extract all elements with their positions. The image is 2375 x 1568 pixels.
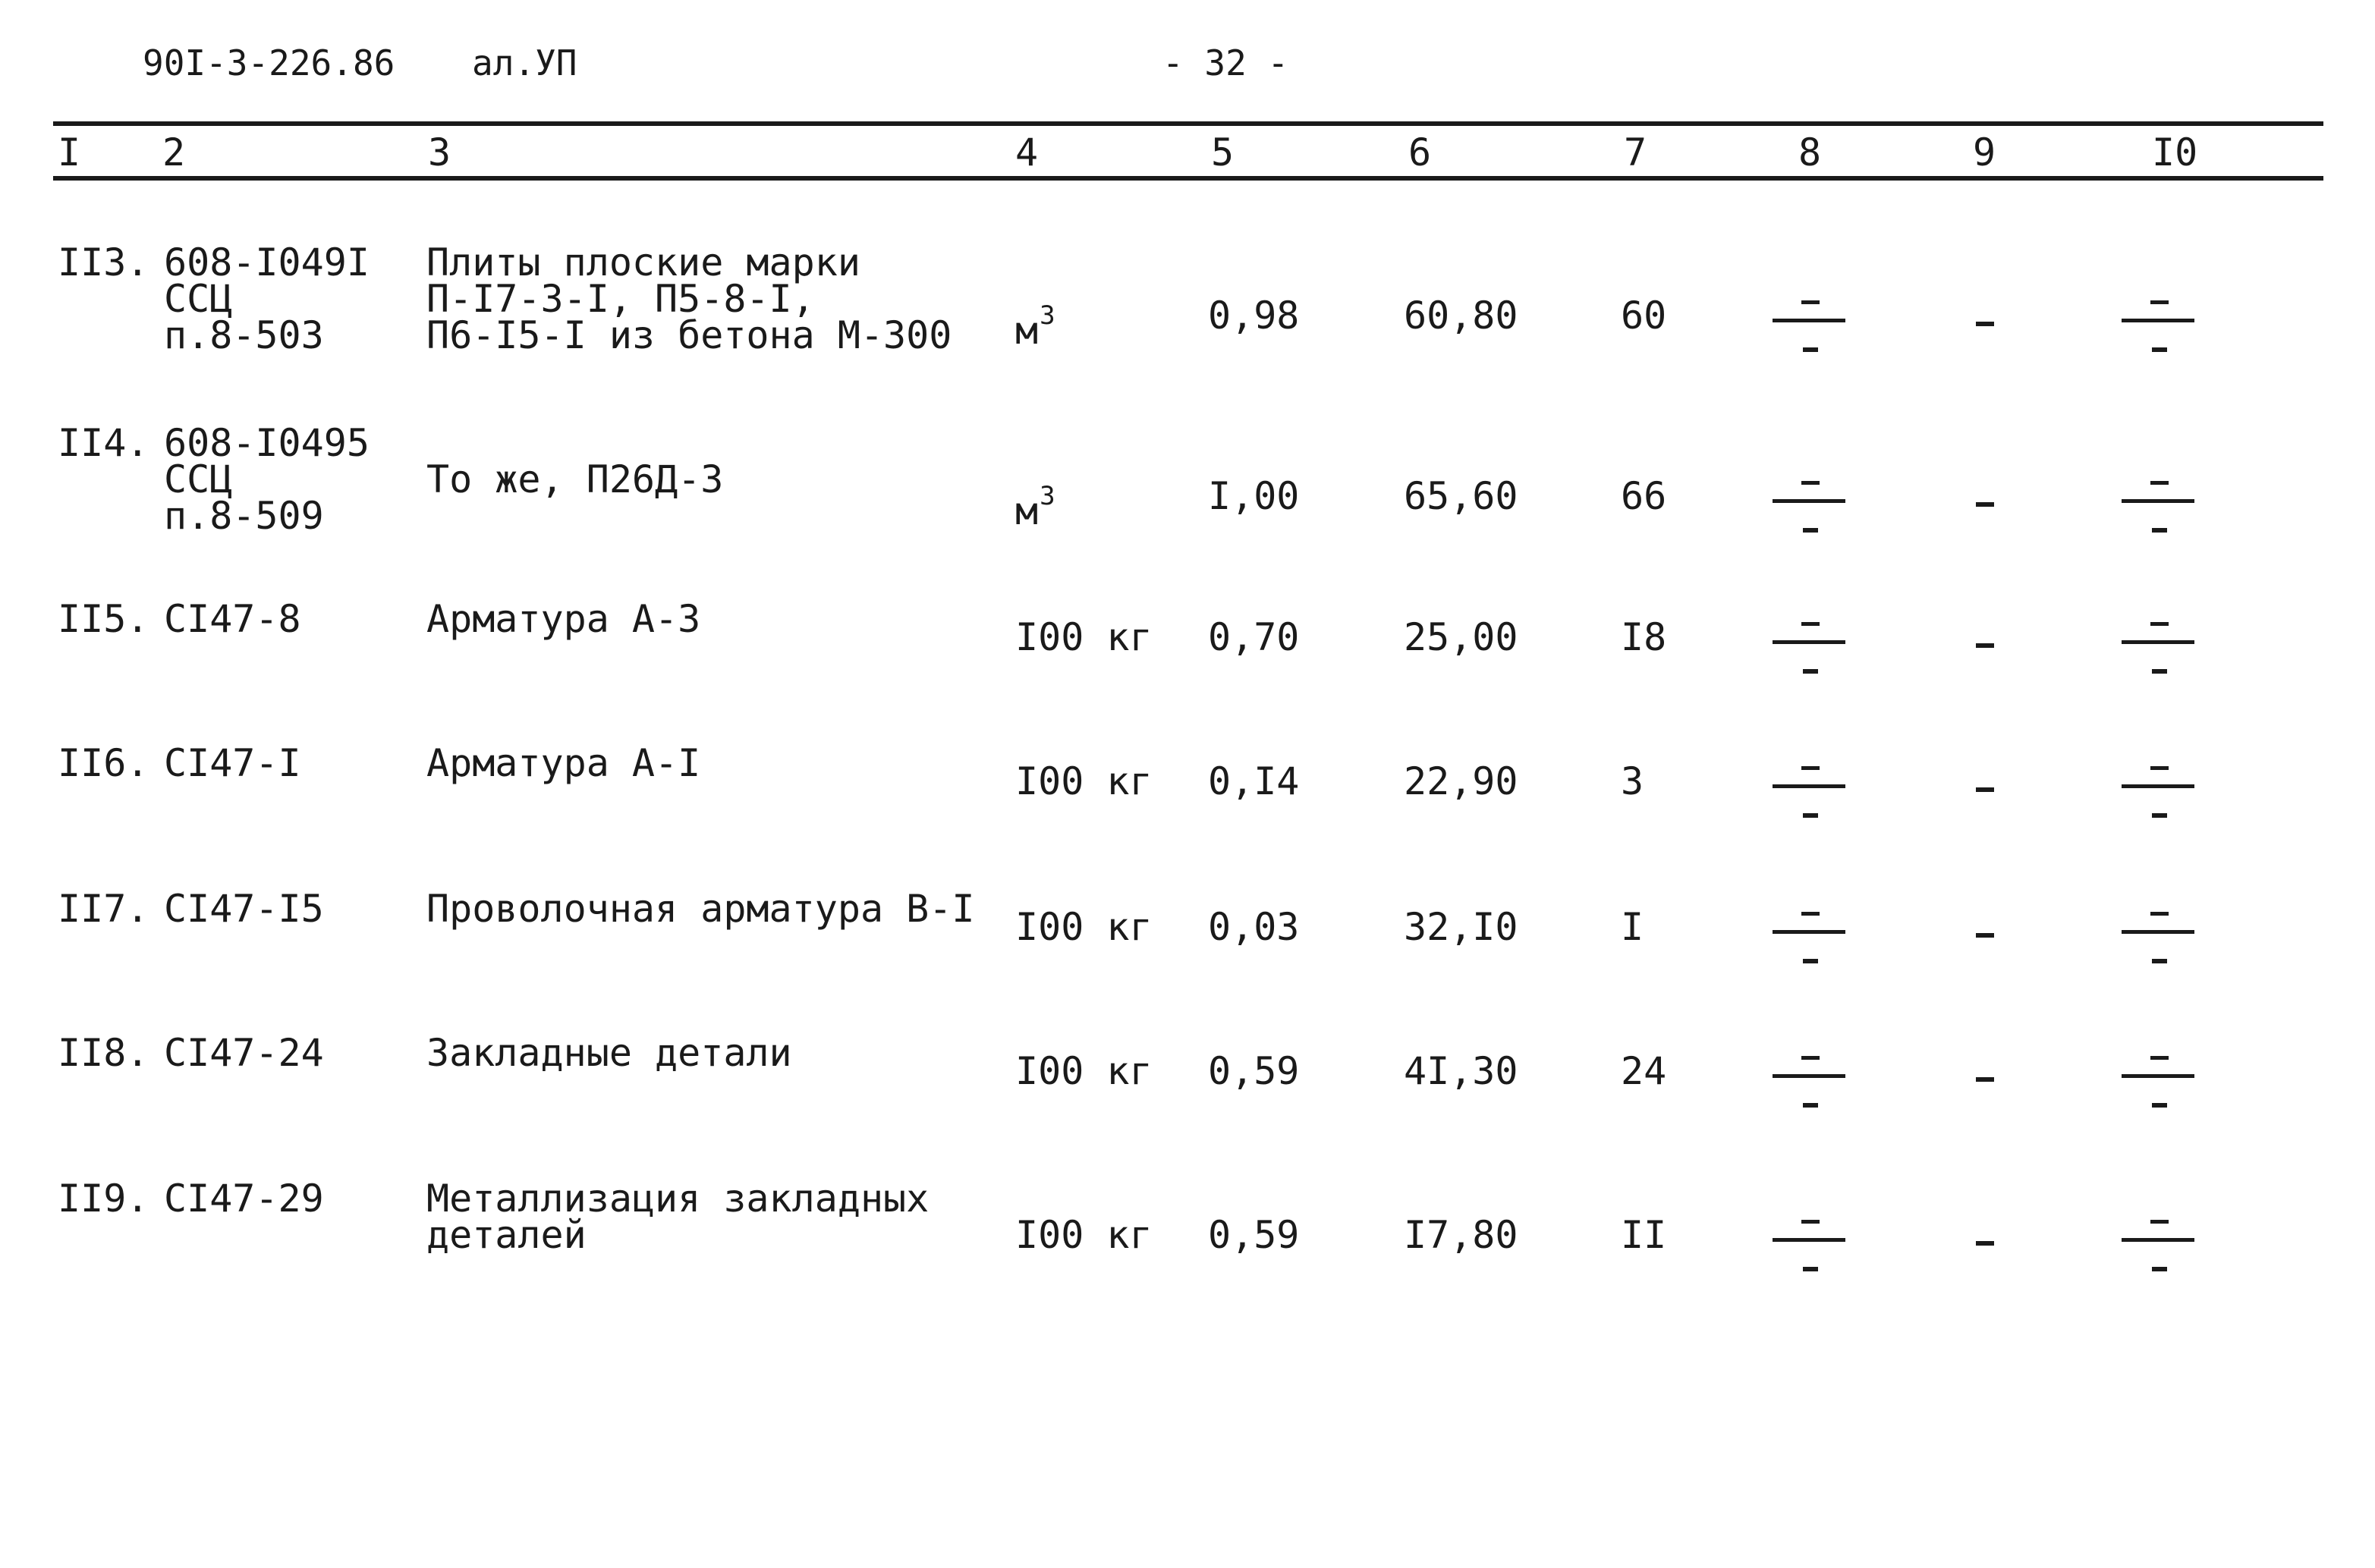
unit-price: I7,80 [1404,1213,1518,1257]
sheet-label: ал.УП [472,42,577,83]
dash-mark [2122,1238,2194,1242]
quantity: 0,I4 [1208,759,1300,803]
col8-dash-fraction [1773,766,1848,842]
row-number: II4. [58,421,149,465]
unit-of-measure [1015,1049,1153,1093]
dash-mark [2152,959,2167,963]
dash-mark [1801,1220,1820,1224]
total-cost: 24 [1621,1049,1667,1093]
work-name: Арматура А-I [426,741,701,785]
dash-mark [2152,1267,2167,1271]
estimate-code: ССЦ [164,457,233,501]
col-num-6: 6 [1408,130,1432,174]
dash-mark [2122,930,2194,934]
row-number: II9. [58,1177,149,1221]
row-number: II3. [58,240,149,284]
quantity: 0,59 [1208,1049,1300,1093]
col10-dash-fraction [2122,481,2197,557]
work-name: П-I7-3-I, П5-8-I, [426,277,815,321]
estimate-code: п.8-503 [164,313,324,357]
dash-mark [1803,347,1818,352]
dash-mark [1801,912,1820,916]
dash-mark [2122,784,2194,788]
dash-mark [2150,912,2169,916]
work-name: Плиты плоские марки [426,240,860,284]
col10-dash-fraction [2122,622,2197,698]
work-name: деталей [426,1213,587,1257]
dash-mark [1773,640,1845,644]
quantity: I,00 [1208,474,1300,518]
unit-of-measure [1015,297,1055,353]
unit-superscript: 3 [1040,300,1055,331]
total-cost: I8 [1621,615,1667,659]
quantity: 0,59 [1208,1213,1300,1257]
col9-dash [1976,502,1994,507]
estimate-code: 608-I0495 [164,421,370,465]
dash-mark [2152,1103,2167,1108]
dash-mark [2150,622,2169,626]
work-name: Металлизация закладных [426,1177,930,1221]
dash-mark [2150,1056,2169,1060]
dash-mark [1801,1056,1820,1060]
dash-mark [1773,1238,1845,1242]
unit-text: I00 кг [1015,615,1153,659]
quantity: 0,98 [1208,294,1300,338]
dash-mark [2152,813,2167,818]
quantity: 0,03 [1208,905,1300,949]
col-num-8: 8 [1798,130,1822,174]
dash-mark [2122,640,2194,644]
unit-of-measure [1015,478,1055,533]
col9-dash [1976,322,1994,326]
page-number: - 32 - [1162,42,1289,83]
dash-mark [1773,319,1845,322]
dash-mark [1803,528,1818,533]
col8-dash-fraction [1773,1220,1848,1296]
dash-mark [2150,766,2169,770]
dash-mark [2150,1220,2169,1224]
estimate-code: п.8-509 [164,494,324,538]
unit-of-measure [1015,1213,1153,1257]
unit-text: м [1015,309,1039,353]
dash-mark [1803,813,1818,818]
dash-mark [2152,528,2167,533]
col-num-5: 5 [1211,130,1235,174]
estimate-code: СI47-I [164,741,301,785]
col10-dash-fraction [2122,300,2197,376]
unit-text: I00 кг [1015,905,1153,949]
dash-mark [1803,669,1818,674]
col10-dash-fraction [2122,766,2197,842]
unit-price: 65,60 [1404,474,1518,518]
row-number: II8. [58,1031,149,1075]
dash-mark [1773,1074,1845,1078]
row-number: II7. [58,887,149,931]
col8-dash-fraction [1773,622,1848,698]
dash-mark [1803,1267,1818,1271]
unit-price: 4I,30 [1404,1049,1518,1093]
estimate-code: ССЦ [164,277,233,321]
col8-dash-fraction [1773,300,1848,376]
work-name: Арматура А-3 [426,597,701,641]
total-cost: II [1621,1213,1667,1257]
row-number: II5. [58,597,149,641]
unit-price: 32,I0 [1404,905,1518,949]
unit-of-measure [1015,615,1153,659]
col9-dash [1976,1241,1994,1246]
dash-mark [1801,481,1820,485]
dash-mark [2152,347,2167,352]
estimate-code: СI47-29 [164,1177,324,1221]
col8-dash-fraction [1773,912,1848,988]
dash-mark [2122,319,2194,322]
col10-dash-fraction [2122,1056,2197,1132]
dash-mark [1803,959,1818,963]
dash-mark [2122,499,2194,503]
col-num-2: 2 [162,130,186,174]
dash-mark [1801,622,1820,626]
dash-mark [1773,930,1845,934]
col9-dash [1976,643,1994,648]
col8-dash-fraction [1773,1056,1848,1132]
work-name: Проволочная арматура В-I [426,887,975,931]
col9-dash [1976,1077,1994,1082]
col-num-3: 3 [428,130,451,174]
total-cost: I [1621,905,1644,949]
dash-mark [2122,1074,2194,1078]
unit-text: м [1015,489,1039,533]
unit-text: I00 кг [1015,759,1153,803]
col9-dash [1976,787,1994,792]
dash-mark [1801,300,1820,304]
table-top-rule [53,121,2323,126]
unit-price: 25,00 [1404,615,1518,659]
dash-mark [2150,481,2169,485]
dash-mark [1773,784,1845,788]
estimate-code: СI47-24 [164,1031,324,1075]
col8-dash-fraction [1773,481,1848,557]
work-name: П6-I5-I из бетона М-300 [426,313,952,357]
dash-mark [2150,300,2169,304]
estimate-code: СI47-8 [164,597,301,641]
unit-text: I00 кг [1015,1213,1153,1257]
doc-code: 90I-3-226.86 [143,42,395,83]
dash-mark [2152,669,2167,674]
col-num-1: I [58,130,81,174]
col9-dash [1976,933,1994,938]
col10-dash-fraction [2122,912,2197,988]
col-num-10: I0 [2152,130,2198,174]
col-num-7: 7 [1624,130,1647,174]
work-name: То же, П26Д-3 [426,457,724,501]
dash-mark [1801,766,1820,770]
unit-price: 22,90 [1404,759,1518,803]
col-num-9: 9 [1973,130,1996,174]
unit-price: 60,80 [1404,294,1518,338]
total-cost: 66 [1621,474,1667,518]
unit-of-measure [1015,905,1153,949]
total-cost: 3 [1621,759,1644,803]
row-number: II6. [58,741,149,785]
work-name: Закладные детали [426,1031,792,1075]
unit-superscript: 3 [1040,481,1055,511]
estimate-code: СI47-I5 [164,887,324,931]
unit-text: I00 кг [1015,1049,1153,1093]
unit-of-measure [1015,759,1153,803]
dash-mark [1803,1103,1818,1108]
col-num-4: 4 [1015,130,1039,174]
col10-dash-fraction [2122,1220,2197,1296]
estimate-code: 608-I049I [164,240,370,284]
quantity: 0,70 [1208,615,1300,659]
dash-mark [1773,499,1845,503]
header-bottom-rule [53,176,2323,181]
total-cost: 60 [1621,294,1667,338]
